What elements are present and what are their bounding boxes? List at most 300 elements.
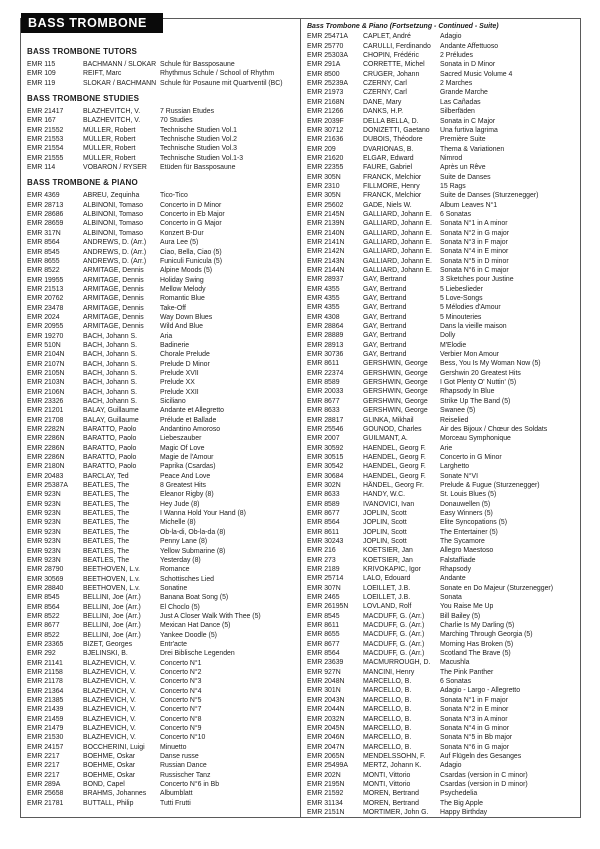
- emr-number: EMR 305N: [307, 192, 341, 200]
- left-column: [21, 19, 301, 817]
- catalog-row: [27, 724, 298, 733]
- catalog-row: [27, 799, 298, 808]
- composer-name: GALLIARD, Johann E.: [363, 229, 432, 237]
- catalog-row: [27, 687, 298, 696]
- emr-number: EMR 30592: [307, 444, 344, 452]
- composer-name: GAY, Bertrand: [363, 323, 407, 331]
- composer-name: CAPLET, André: [363, 33, 411, 41]
- work-title: Yellow Submarine (8): [160, 547, 226, 555]
- work-title: 3 Sketches pour Justine: [440, 276, 514, 284]
- work-title: Dolly: [440, 332, 456, 340]
- work-title: 70 Studies: [160, 117, 193, 125]
- catalog-row: [27, 285, 298, 294]
- composer-name: BOEHME, Oskar: [83, 771, 136, 779]
- catalog-row: [307, 715, 578, 724]
- catalog-row: [27, 472, 298, 481]
- emr-number: EMR 28790: [27, 566, 64, 574]
- catalog-row: [27, 135, 298, 144]
- composer-name: DANKS, H.P.: [363, 108, 404, 116]
- composer-name: MACDUFF, G. (Arr.): [363, 650, 425, 658]
- catalog-row: [307, 32, 578, 41]
- emr-number: EMR 21973: [307, 89, 344, 97]
- catalog-row: [307, 546, 578, 555]
- emr-number: EMR 923N: [27, 547, 61, 555]
- composer-name: ARMITAGE, Dennis: [83, 276, 144, 284]
- emr-number: EMR 2024: [27, 313, 60, 321]
- emr-number: EMR 25546: [307, 425, 344, 433]
- work-title: Sonata N°1 in A minor: [440, 220, 508, 228]
- composer-name: BOND, Capel: [83, 781, 125, 789]
- emr-number: EMR 30243: [307, 537, 344, 545]
- emr-number: EMR 30569: [27, 575, 64, 583]
- emr-number: EMR 21178: [27, 678, 63, 686]
- composer-name: BEATLES, The: [83, 556, 130, 564]
- emr-number: EMR 2286N: [27, 454, 65, 462]
- work-title: Rhapsody In Blue: [440, 388, 495, 396]
- composer-name: BELLINI, Joe (Arr.): [83, 594, 141, 602]
- composer-name: JOPLIN, Scott: [363, 519, 407, 527]
- catalog-row: [307, 612, 578, 621]
- emr-number: EMR 8545: [307, 612, 340, 620]
- catalog-row: [27, 575, 298, 584]
- work-title: The Pink Panther: [440, 668, 494, 676]
- emr-number: EMR 21417: [27, 108, 64, 116]
- work-title: Concerto N°5: [160, 697, 202, 704]
- emr-number: EMR 21364: [27, 687, 64, 695]
- emr-number: EMR 2145N: [307, 210, 345, 218]
- work-title: Larghetto: [440, 463, 470, 471]
- work-title: Etüden für Bassposaune: [160, 164, 236, 172]
- work-title: Prelude XXII: [160, 388, 199, 396]
- composer-name: BARATTO, Paolo: [83, 426, 137, 434]
- catalog-row: [307, 752, 578, 761]
- work-title: Andantino Amoroso: [160, 426, 221, 434]
- emr-number: EMR 21530: [27, 734, 64, 742]
- emr-number: EMR 21141: [27, 659, 63, 667]
- work-title: Badinerie: [160, 341, 190, 349]
- emr-number: EMR 4355: [307, 295, 340, 303]
- composer-name: MARCELLO, B.: [363, 715, 412, 723]
- composer-name: MÜLLER, Robert: [83, 126, 136, 134]
- composer-name: MARCELLO, B.: [363, 687, 412, 695]
- composer-name: DVARIONAS, B.: [363, 145, 414, 153]
- emr-number: EMR 2180N: [27, 463, 65, 471]
- emr-number: EMR 2217: [27, 753, 60, 761]
- composer-name: MACDUFF, G. (Arr.): [363, 640, 425, 648]
- work-title: 8 Greatest Hits: [160, 482, 206, 490]
- emr-number: EMR 28817: [307, 416, 344, 424]
- catalog-row: [307, 322, 578, 331]
- catalog-row: [307, 98, 578, 107]
- work-title: Première Suite: [440, 136, 486, 144]
- catalog-row: [307, 640, 578, 649]
- emr-number: EMR 510N: [27, 341, 61, 349]
- emr-number: EMR 2286N: [27, 435, 65, 443]
- composer-name: GALLIARD, Johann E.: [363, 267, 432, 274]
- catalog-row: [307, 705, 578, 714]
- composer-name: BACH, Johann S.: [83, 351, 138, 359]
- composer-name: LOVLAND, Rolf: [363, 603, 412, 611]
- composer-name: GOUNOD, Charles: [363, 425, 422, 433]
- work-title: Aria: [160, 332, 173, 340]
- catalog-row: [27, 163, 298, 172]
- catalog-row: [27, 743, 298, 752]
- work-title: Russian Dance: [160, 762, 207, 770]
- composer-name: BACH, Johann S.: [83, 332, 138, 340]
- emr-number: EMR 8522: [27, 631, 60, 639]
- catalog-row: [307, 808, 578, 817]
- emr-number: EMR 25239A: [307, 80, 348, 88]
- composer-name: CHOPIN, Frédéric: [363, 52, 419, 60]
- catalog-row: [307, 359, 578, 368]
- composer-name: ARMITAGE, Dennis: [83, 295, 144, 303]
- composer-name: BACH, Johann S.: [83, 398, 138, 405]
- work-title: 5 Liebeslieder: [440, 285, 483, 293]
- work-title: 7 Russian Etudes: [160, 108, 215, 116]
- catalog-row: [27, 257, 298, 266]
- emr-number: EMR 25658: [27, 790, 64, 798]
- catalog-row: [27, 154, 298, 163]
- work-title: Tutti Frutti: [160, 799, 191, 807]
- emr-number: EMR 167: [27, 117, 56, 125]
- work-title: Sonata N°3 in A minor: [440, 715, 508, 723]
- work-title: Silberfäden: [440, 108, 475, 116]
- emr-number: EMR 8677: [307, 509, 340, 517]
- work-title: Sonate N°VI: [440, 472, 478, 480]
- emr-number: EMR 2047N: [307, 743, 345, 751]
- work-title: Holiday Swing: [160, 276, 204, 284]
- composer-name: GERSHWIN, George: [363, 369, 428, 377]
- emr-number: EMR 317N: [27, 229, 61, 237]
- emr-number: EMR 8545: [27, 594, 60, 602]
- composer-name: VOBARON / RYSER: [83, 164, 147, 172]
- emr-number: EMR 2151N: [307, 808, 345, 816]
- emr-number: EMR 2282N: [27, 426, 65, 434]
- emr-number: EMR 8611: [307, 528, 340, 536]
- catalog-row: [307, 630, 578, 639]
- composer-name: BEATLES, The: [83, 482, 130, 490]
- emr-number: EMR 119: [27, 79, 56, 87]
- catalog-row: [27, 500, 298, 509]
- work-title: Magie de l'Amour: [160, 454, 214, 462]
- work-title: Magic Of Love: [160, 444, 205, 452]
- emr-number: EMR 2044N: [307, 706, 345, 714]
- composer-name: HANDY, W.C.: [363, 491, 405, 499]
- catalog-row: [307, 574, 578, 583]
- work-title: Concerto N°6 in Bb: [160, 781, 220, 789]
- work-title: Happy Birthday: [440, 808, 488, 816]
- composer-name: MERTZ, Johann K.: [363, 762, 422, 770]
- composer-name: SLOKAR / BACHMANN: [83, 79, 157, 87]
- composer-name: LOEILLET, J.B.: [363, 584, 411, 592]
- composer-name: MACDUFF, G. (Arr.): [363, 612, 425, 620]
- composer-name: GALLIARD, Johann E.: [363, 248, 432, 256]
- catalog-row: [307, 733, 578, 742]
- emr-number: EMR 21385: [27, 697, 64, 704]
- catalog-row: [307, 649, 578, 658]
- catalog-row: [307, 182, 578, 191]
- emr-number: EMR 30736: [307, 351, 344, 359]
- work-title: Aura Lee (5): [160, 239, 199, 247]
- composer-name: DANE, Mary: [363, 98, 402, 106]
- catalog-row: [307, 481, 578, 490]
- composer-name: MORTIMER, John G.: [363, 808, 429, 816]
- composer-name: DELLA BELLA, D.: [363, 117, 419, 125]
- catalog-row: [27, 60, 298, 69]
- catalog-row: [307, 434, 578, 443]
- emr-number: EMR 8677: [27, 622, 60, 630]
- emr-number: EMR 23326: [27, 398, 64, 405]
- composer-name: BRAHMS, Johannes: [83, 790, 147, 798]
- emr-number: EMR 21708: [27, 416, 64, 424]
- work-title: Penny Lane (8): [160, 538, 208, 546]
- composer-name: HÄNDEL, Georg Fr.: [363, 481, 424, 489]
- composer-name: MACDUFF, G. (Arr.): [363, 622, 425, 630]
- emr-number: EMR 8564: [307, 519, 340, 527]
- emr-number: EMR 291A: [307, 61, 341, 69]
- work-title: Sonata N°6 in C major: [440, 267, 509, 274]
- work-title: Morning Has Broken (5): [440, 640, 514, 648]
- composer-name: GADE, Niels W.: [363, 201, 412, 209]
- catalog-row: [307, 350, 578, 359]
- section-heading: BASS TROMBONE STUDIES: [27, 94, 140, 104]
- work-title: Concerto N°7: [160, 706, 202, 714]
- composer-name: MÜLLER, Robert: [83, 145, 136, 153]
- emr-number: EMR 305N: [307, 173, 341, 181]
- work-title: Adagio: [440, 762, 462, 770]
- work-title: Concerto N°8: [160, 715, 202, 723]
- emr-number: EMR 2139N: [307, 220, 345, 228]
- work-title: Las Cañadas: [440, 98, 481, 106]
- emr-number: EMR 115: [27, 61, 56, 68]
- work-title: Csardas (version in D minor): [440, 780, 528, 788]
- work-title: Reiselied: [440, 416, 469, 424]
- catalog-row: [27, 631, 298, 640]
- emr-number: EMR 25602: [307, 201, 344, 209]
- work-title: Grande Marche: [440, 89, 488, 97]
- work-title: Rhapsody: [440, 566, 472, 573]
- emr-number: EMR 25387A: [27, 482, 68, 490]
- emr-number: EMR 28659: [27, 220, 64, 228]
- composer-name: MARCELLO, B.: [363, 743, 412, 751]
- catalog-row: [27, 350, 298, 359]
- work-title: Peace And Love: [160, 472, 211, 480]
- emr-number: EMR 923N: [27, 556, 61, 564]
- catalog-row: [307, 500, 578, 509]
- work-title: Après un Rêve: [440, 164, 486, 172]
- work-title: I Got Plenty O' Nuttin' (5): [440, 379, 517, 387]
- catalog-row: [27, 593, 298, 602]
- emr-number: EMR 25770: [307, 42, 344, 50]
- work-title: Suite de Danses (Sturzenegger): [440, 192, 539, 200]
- emr-number: EMR 927N: [307, 668, 341, 676]
- catalog-row: [27, 369, 298, 378]
- catalog-row: [27, 416, 298, 425]
- work-title: Sonate en Do Majeur (Sturzenegger): [440, 584, 553, 592]
- work-title: Tico-Tico: [160, 192, 188, 200]
- emr-number: EMR 923N: [27, 491, 61, 499]
- work-title: Prelude XVII: [160, 369, 199, 377]
- work-title: Concerto in D Minor: [160, 201, 222, 209]
- work-title: I Wanna Hold Your Hand (8): [160, 510, 246, 518]
- work-title: 6 Sonatas: [440, 678, 472, 686]
- work-title: Sonata in C Major: [440, 117, 496, 125]
- work-title: 5 Minouteries: [440, 313, 482, 321]
- composer-name: GERSHWIN, George: [363, 407, 428, 415]
- catalog-row: [307, 229, 578, 238]
- emr-number: EMR 2107N: [27, 360, 65, 368]
- composer-name: BLAZHEVITCH, V.: [83, 108, 141, 116]
- composer-name: MANCINI, Henry: [363, 668, 415, 676]
- emr-number: EMR 4308: [307, 313, 340, 321]
- catalog-row: [307, 490, 578, 499]
- work-title: Schule für Bassposaune: [160, 61, 235, 68]
- catalog-row: [307, 107, 578, 116]
- work-title: Sonata N°1 in F major: [440, 696, 508, 704]
- composer-name: CARULLI, Ferdinando: [363, 42, 431, 50]
- composer-name: JOPLIN, Scott: [363, 528, 407, 536]
- catalog-row: [27, 603, 298, 612]
- composer-name: BEATLES, The: [83, 538, 130, 546]
- composer-name: GAY, Bertrand: [363, 304, 407, 312]
- work-title: Just A Closer Walk With Thee (5): [160, 612, 261, 620]
- composer-name: DUBOIS, Théodore: [363, 136, 423, 144]
- composer-name: ALBINONI, Tomaso: [83, 220, 143, 228]
- emr-number: EMR 28937: [307, 276, 344, 284]
- emr-number: EMR 25499A: [307, 762, 348, 770]
- work-title: Andante et Allegretto: [160, 407, 224, 415]
- catalog-row: [307, 518, 578, 527]
- work-title: Mexican Hat Dance (5): [160, 622, 231, 630]
- emr-number: EMR 2045N: [307, 724, 345, 732]
- emr-number: EMR 2106N: [27, 388, 65, 396]
- emr-number: EMR 2032N: [307, 715, 345, 723]
- emr-number: EMR 23478: [27, 304, 64, 312]
- catalog-row: [27, 144, 298, 153]
- emr-number: EMR 28840: [27, 584, 64, 592]
- work-title: Adagio - Largo - Allegretto: [440, 687, 521, 695]
- catalog-row: [27, 434, 298, 443]
- catalog-row: [307, 266, 578, 275]
- catalog-row: [27, 537, 298, 546]
- emr-number: EMR 4355: [307, 285, 340, 293]
- composer-name: ALBINONI, Tomaso: [83, 229, 143, 237]
- work-title: Rhythmus Schule / School of Rhythm: [160, 70, 275, 78]
- work-title: 5 Mélodies d'Amour: [440, 304, 501, 312]
- catalog-row: [27, 547, 298, 556]
- catalog-row: [27, 229, 298, 238]
- work-title: Technische Studien Vol.1: [160, 126, 237, 134]
- emr-number: EMR 8589: [307, 379, 340, 387]
- emr-number: EMR 2195N: [307, 780, 345, 788]
- catalog-row: [307, 696, 578, 705]
- work-title: Sonata N°4 in E minor: [440, 248, 509, 256]
- work-title: Schottisches Lied: [160, 575, 215, 583]
- composer-name: BLAZHEVICH, V.: [83, 715, 136, 723]
- work-title: Prelude D Minor: [160, 360, 210, 368]
- composer-name: GALLIARD, Johann E.: [363, 238, 432, 246]
- composer-name: GAY, Bertrand: [363, 276, 407, 284]
- catalog-row: [307, 397, 578, 406]
- catalog-row: [307, 294, 578, 303]
- catalog-row: [27, 332, 298, 341]
- composer-name: GAY, Bertrand: [363, 313, 407, 321]
- catalog-row: [27, 761, 298, 770]
- emr-number: EMR 8677: [307, 640, 340, 648]
- composer-name: GERSHWIN, George: [363, 397, 428, 405]
- composer-name: GAY, Bertrand: [363, 285, 407, 293]
- emr-number: EMR 209: [307, 145, 336, 153]
- emr-number: EMR 20762: [27, 295, 64, 303]
- work-title: Concerto N°4: [160, 687, 202, 695]
- work-title: Michelle (8): [160, 519, 196, 527]
- emr-number: EMR 28889: [307, 332, 344, 340]
- emr-number: EMR 19270: [27, 332, 64, 340]
- emr-number: EMR 109: [27, 70, 56, 78]
- catalog-row: [27, 668, 298, 677]
- work-title: Sacred Music Volume 4: [440, 70, 513, 78]
- work-title: Elite Syncopations (5): [440, 519, 508, 527]
- composer-name: MOREN, Bertrand: [363, 799, 419, 807]
- emr-number: EMR 8545: [27, 248, 60, 256]
- emr-number: EMR 21555: [27, 154, 64, 162]
- catalog-row: [27, 238, 298, 247]
- catalog-row: [307, 219, 578, 228]
- catalog-row: [307, 369, 578, 378]
- emr-number: EMR 8655: [307, 631, 340, 639]
- composer-name: BARATTO, Paolo: [83, 444, 137, 452]
- composer-name: BARCLAY, Ted: [83, 472, 129, 480]
- emr-number: EMR 4369: [27, 192, 60, 200]
- catalog-row: [307, 341, 578, 350]
- emr-number: EMR 28913: [307, 341, 344, 349]
- work-title: Romantic Blue: [160, 295, 205, 303]
- catalog-row: [307, 425, 578, 434]
- work-title: Sonata N°3 in F major: [440, 238, 508, 246]
- emr-number: EMR 28713: [27, 201, 64, 209]
- composer-name: BEETHOVEN, L.v.: [83, 566, 140, 574]
- catalog-row: [27, 528, 298, 537]
- work-title: Take-Off: [160, 304, 186, 312]
- catalog-row: [307, 145, 578, 154]
- work-title: Sonata N°6 in G major: [440, 743, 510, 751]
- composer-name: GUILMANT, A.: [363, 435, 408, 443]
- emr-number: EMR 21592: [307, 790, 344, 798]
- composer-name: MOREN, Bertrand: [363, 790, 419, 798]
- section-heading: BASS TROMBONE TUTORS: [27, 47, 138, 56]
- work-title: Albumblatt: [160, 790, 193, 798]
- emr-number: EMR 923N: [27, 500, 61, 508]
- catalog-row: [307, 789, 578, 798]
- emr-number: EMR 28686: [27, 211, 64, 219]
- composer-name: CZERNY, Carl: [363, 89, 407, 97]
- catalog-row: [307, 257, 578, 266]
- emr-number: EMR 8522: [27, 267, 60, 275]
- work-title: Morceau Symphonique: [440, 435, 511, 443]
- composer-name: ARMITAGE, Dennis: [83, 304, 144, 312]
- work-title: The Big Apple: [440, 799, 483, 807]
- work-title: Csardas (version in C minor): [440, 771, 528, 779]
- emr-number: EMR 8633: [307, 407, 340, 415]
- composer-name: BACH, Johann S.: [83, 369, 138, 377]
- emr-number: EMR 21479: [27, 725, 64, 733]
- catalog-row: [307, 303, 578, 312]
- catalog-row: [27, 612, 298, 621]
- work-title: Liebeszauber: [160, 435, 202, 443]
- work-title: Eleanor Rigby (8): [160, 491, 214, 499]
- composer-name: REIFT, Marc: [83, 70, 122, 78]
- work-title: Andante: [440, 575, 466, 583]
